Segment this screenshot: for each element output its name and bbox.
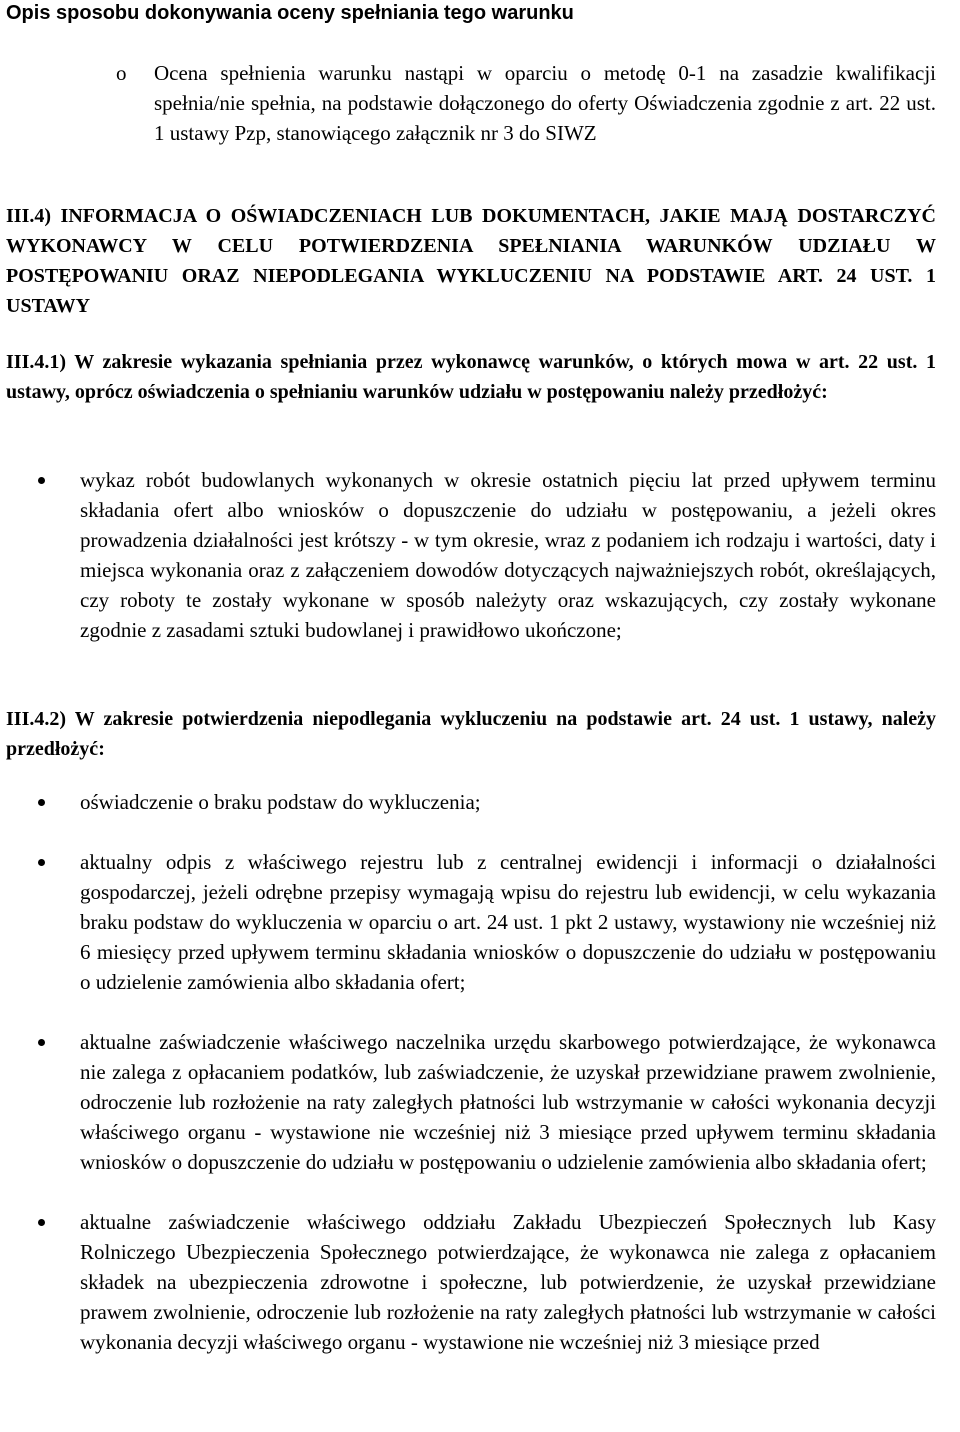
- bullet-list-2: [6, 787, 936, 1387]
- section-heading: III.4) INFORMACJA O OŚWIADCZENIACH LUB DOKUMENTACH, JAKIE MAJĄ DOSTARCZYĆ WYKONAWCY W CELU POTWIERDZENIA SPEŁNIANIA WARUNKÓW UDZIAŁU W POSTĘPOWANIU ORAZ NIEPODLEGANIA WYKLUCZENIU NA PODSTAWIE ART. 24 UST. 1 USTAWY: [6, 205, 936, 317]
- bullet-icon: [38, 1039, 45, 1046]
- bullet-icon: [38, 859, 45, 866]
- list-item-text: Ocena spełnienia warunku nastąpi w oparciu o metodę 0-1 na zasadzie kwalifikacji spełnia/nie spełnia, na podstawie dołączonego do oferty Oświadczenia zgodnie z art. 22 ust. 1 ustawy Pzp, stanowiącego załącznik nr 3 do SIWZ: [154, 61, 936, 145]
- bullet-icon: [38, 1219, 45, 1226]
- list-item: [6, 1207, 936, 1357]
- o-marker: o: [116, 61, 127, 85]
- list-item: [6, 465, 936, 645]
- subsection-heading-2: III.4.2) W zakresie potwierdzenia niepodlegania wykluczeniu na podstawie art. 24 ust. 1 ustawy, należy przedłożyć:: [6, 708, 936, 760]
- o-list: [6, 58, 936, 148]
- list-item: [6, 847, 936, 997]
- list-item: [6, 1027, 936, 1177]
- list-item: [6, 787, 936, 817]
- list-item-text: oświadczenie o braku podstaw do wykluczenia;: [80, 790, 481, 814]
- list-item-text: wykaz robót budowlanych wykonanych w okresie ostatnich pięciu lat przed upływem terminu składania ofert albo wniosków o dopuszczenie do udziału w postępowaniu, a jeżeli okres prowadzenia działalności jest krótszy - w tym okresie, wraz z podaniem ich rodzaju i wartości, daty i miejsca wykonania oraz z załączeniem dowodów dotyczących najważniejszych robót, określających, czy roboty te zostały wykonane w sposób należyty oraz wskazujących, czy zostały wykonane zgodnie z zasadami sztuki budowlanej i prawidłowo ukończone;: [80, 468, 936, 642]
- list-item: [6, 58, 936, 148]
- subsection-heading-1: III.4.1) W zakresie wykazania spełniania przez wykonawcę warunków, o których mowa w art. 22 ust. 1 ustawy, oprócz oświadczenia o spełnianiu warunków udziału w postępowaniu należy przedłożyć:: [6, 351, 936, 403]
- section-title: Opis sposobu dokonywania oceny spełniania tego warunku: [6, 2, 574, 24]
- list-item-text: aktualny odpis z właściwego rejestru lub z centralnej ewidencji i informacji o działalności gospodarczej, jeżeli odrębne przepisy wymagają wpisu do rejestru lub ewidencji, w celu wykazania braku podstaw do wykluczenia w oparciu o art. 24 ust. 1 pkt 2 ustawy, wystawiony nie wcześniej niż 6 miesięcy przed upływem terminu składania wniosków o dopuszczenie do udziału w postępowaniu o udzielenie zamówienia albo składania ofert;: [80, 850, 936, 994]
- bullet-icon: [38, 477, 45, 484]
- bullet-list-1: [6, 465, 936, 645]
- list-item-text: aktualne zaświadczenie właściwego oddziału Zakładu Ubezpieczeń Społecznych lub Kasy Rolniczego Ubezpieczenia Społecznego potwierdzające, że wykonawca nie zalega z opłacaniem składek na ubezpieczenia zdrowotne i społeczne, lub potwierdzenie, że uzyskał przewidziane prawem zwolnienie, odroczenie lub rozłożenie na raty zaległych płatności lub wstrzymanie w całości wykonania decyzji właściwego organu - wystawione nie wcześniej niż 3 miesiące przed: [80, 1210, 936, 1354]
- bullet-icon: [38, 799, 45, 806]
- list-item-text: aktualne zaświadczenie właściwego naczelnika urzędu skarbowego potwierdzające, że wykonawca nie zalega z opłacaniem podatków, lub zaświadczenie, że uzyskał przewidziane prawem zwolnienie, odroczenie lub rozłożenie na raty zaległych płatności lub wstrzymanie w całości wykonania decyzji właściwego organu - wystawione nie wcześniej niż 3 miesiące przed upływem terminu składania wniosków o dopuszczenie do udziału w postępowaniu o udzielenie zamówienia albo składania ofert;: [80, 1030, 936, 1174]
